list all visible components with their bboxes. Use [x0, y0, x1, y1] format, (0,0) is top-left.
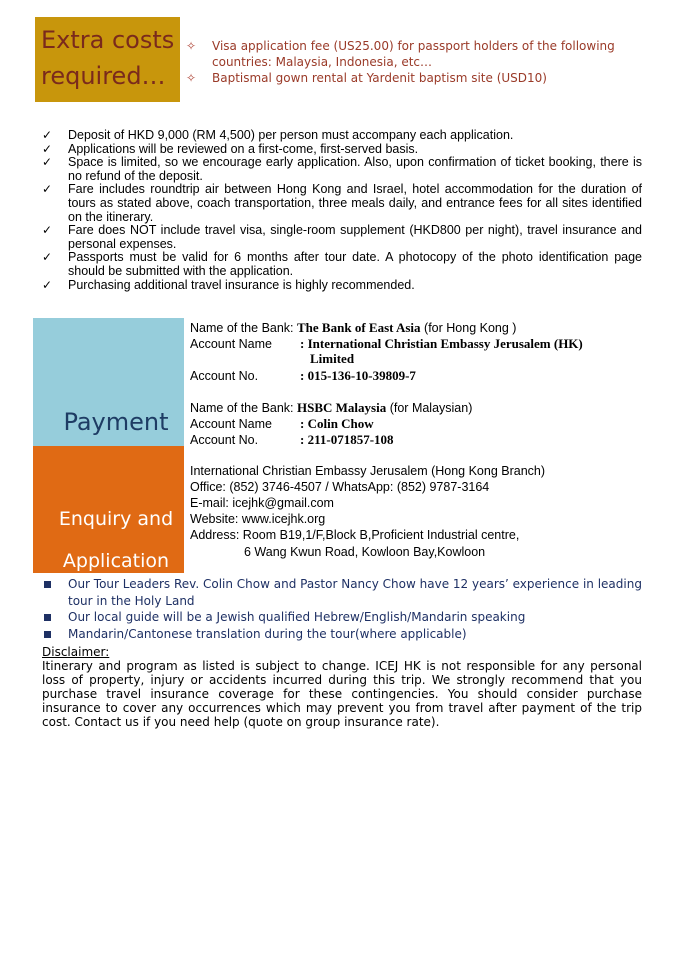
bank1-account-name-label: Account Name: [190, 337, 272, 351]
enquiry-address-line1: Address: Room B19,1/F,Block B,Proficient Industrial centre,: [190, 528, 520, 542]
enquiry-office-phone: Office: (852) 3746-4507 / WhatsApp: (852) 9787-3164: [190, 480, 490, 494]
highlight-item: Our Tour Leaders Rev. Colin Chow and Pastor Nancy Chow have 12 years’ experience in leading tour in the Holy Land: [42, 576, 642, 609]
tour-highlights-list: [42, 576, 642, 642]
terms-checklist: [42, 129, 642, 292]
bank2-account-no-value: : 211-071857-108: [300, 432, 394, 447]
bank2-account-no-label: Account No.: [190, 433, 259, 447]
payment-heading: Payment: [63, 408, 169, 436]
bank1-account-name-value: : International Christian Embassy Jerusalem (HK): [300, 336, 583, 351]
diamond-bullet-icon: ✧: [186, 71, 197, 85]
checklist-item: ✓ Space is limited, so we encourage early application. Also, upon confirmation of ticket booking, there is no refund of the deposit.: [42, 155, 642, 183]
checklist-item: ✓ Fare does NOT include travel visa, single-room supplement (HKD800 per night), travel insurance and personal expenses.: [42, 223, 642, 251]
checkmark-icon: ✓: [42, 141, 53, 156]
checklist-item: ✓ Fare includes roundtrip air between Hong Kong and Israel, hotel accommodation for the duration of tours as stated above, coach transportation, three meals daily, and entrance fees for all sites identified on the itinerary.: [42, 182, 642, 224]
checkmark-icon: ✓: [42, 182, 53, 197]
enquiry-heading: Enquiry and Application: [58, 508, 174, 572]
bank1-account-no-value: : 015-136-10-39809-7: [300, 368, 416, 383]
enquiry-org: International Christian Embassy Jerusalem (Hong Kong Branch): [190, 464, 546, 478]
extra-cost-item: ✧ Visa application fee (US25.00) for passport holders of the following countries: Malaysia, Indonesia, etc…: [186, 39, 615, 69]
checkmark-icon: ✓: [42, 155, 53, 170]
checkmark-icon: ✓: [42, 128, 53, 142]
disclaimer-heading: Disclaimer:: [42, 645, 110, 659]
bank2-name-row: Name of the Bank: HSBC Malaysia (for Malaysian): [190, 400, 473, 415]
bank1-name-row: Name of the Bank: The Bank of East Asia (for Hong Kong ): [190, 320, 517, 335]
checklist-item: ✓ Passports must be valid for 6 months after tour date. A photocopy of the photo identification page should be submitted with the application.: [42, 250, 642, 278]
enquiry-address-line2: 6 Wang Kwun Road, Kowloon Bay,Kowloon: [244, 545, 486, 559]
bank2-account-name-value: : Colin Chow: [300, 416, 374, 431]
square-bullet-icon: [44, 581, 51, 588]
bank2-account-name-label: Account Name: [190, 417, 272, 431]
checkmark-icon: ✓: [42, 250, 53, 265]
enquiry-email[interactable]: E-mail: icejhk@gmail.com: [190, 496, 334, 510]
enquiry-website[interactable]: Website: www.icejhk.org: [190, 512, 326, 526]
checkmark-icon: ✓: [42, 277, 53, 292]
extra-cost-item: ✧ Baptismal gown rental at Yardenit baptism site (USD10): [186, 71, 547, 85]
bank1-account-no-label: Account No.: [190, 369, 259, 383]
disclaimer-text: Itinerary and program as listed is subject to change. ICEJ HK is not responsible for any personal loss of property, injury or accidents incurred during this trip. We strongly recommend that you purchase travel insurance coverage for these contingencies. You should consider purchase insurance to cover any occurrences which may prevent you from travel after payment of the trip cost. Contact us if you need help (quote on group insurance rate).: [42, 659, 642, 729]
diamond-bullet-icon: ✧: [186, 39, 197, 53]
checklist-item: ✓ Purchasing additional travel insurance is highly recommended.: [42, 277, 415, 292]
bank1-account-name-value-cont: Limited: [310, 351, 355, 366]
extra-costs-title: Extra costs required…: [41, 26, 175, 90]
checklist-item: ✓ Applications will be reviewed on a first-come, first-served basis.: [42, 141, 419, 156]
square-bullet-icon: [44, 631, 51, 638]
checklist-item: ✓ Deposit of HKD 9,000 (RM 4,500) per person must accompany each application.: [42, 128, 514, 142]
extra-costs-list: [186, 38, 626, 86]
highlight-item: Our local guide will be a Jewish qualified Hebrew/English/Mandarin speaking: [42, 609, 642, 626]
square-bullet-icon: [44, 614, 51, 621]
highlight-item: Mandarin/Cantonese translation during the tour(where applicable): [42, 626, 642, 643]
checkmark-icon: ✓: [42, 223, 53, 238]
